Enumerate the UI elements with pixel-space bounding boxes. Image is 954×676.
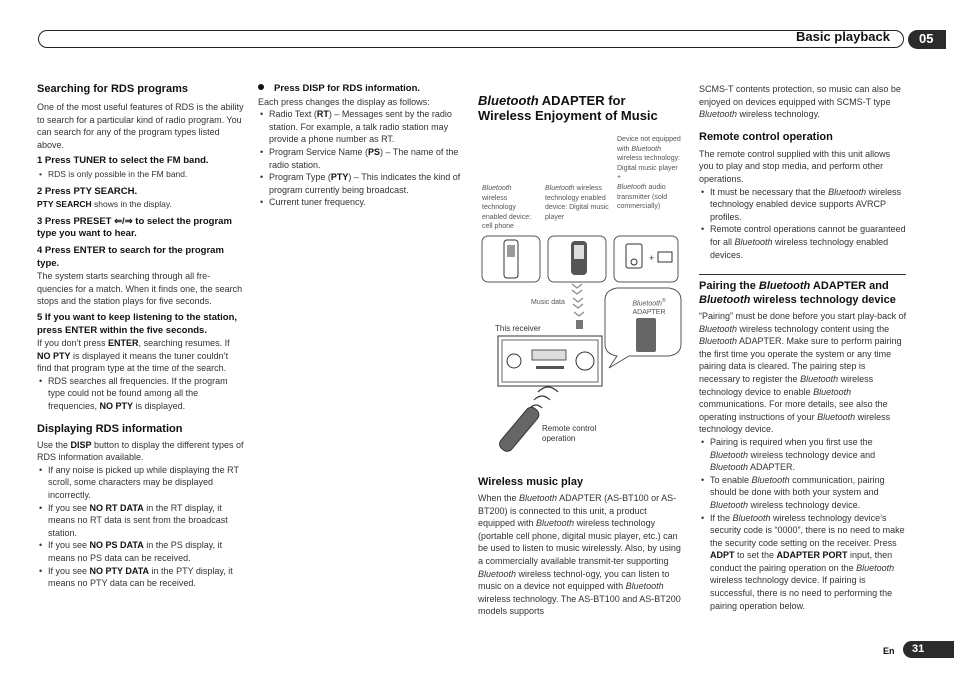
- bluetooth-adapter-icon: [636, 318, 656, 352]
- rds-intro: One of the most useful features of RDS is the ability to search for a particular kind of radio program. You can search for any of the program types listed above.: [37, 102, 244, 150]
- disp-note-3: • If you see NO PS DATA in the PS display, it means no PS data can be received.: [37, 539, 244, 564]
- chapter-number: 05: [908, 30, 946, 49]
- disp-item-ps: • Program Service Name (PS) – The name of the radio station.: [258, 146, 466, 171]
- language-label: En: [883, 646, 895, 656]
- column-remote-pairing: [699, 83, 907, 261]
- step-3: 3 Press PRESET ⇐/⇒ to select the program type you want to hear.: [37, 215, 232, 240]
- adapter-plug-icon: [576, 320, 583, 329]
- remote-note-2: • Remote control operations cannot be guaranteed for all Bluetooth wireless technology enabled devices.: [699, 223, 907, 261]
- disp-item-rt: • Radio Text (RT) – Messages sent by the radio station. For example, a talk radio station may provide a phone number as RT.: [258, 108, 466, 146]
- step-5-text: If you don’t press ENTER, searching resumes. If NO PTY is displayed it means the tuner couldn’t find that program type at the time of the search.: [37, 338, 230, 374]
- heading-searching-rds: Searching for RDS programs: [37, 83, 188, 95]
- wireless-music-text: When the Bluetooth ADAPTER (AS-BT100 or AS-BT200) is connected to this unit, a product equipped with Bluetooth wireless technology (portable cell phone, digital music player, etc.) can be used to listen to music wirelessly. Also, by using a commercially available transmit-ter supporting Bluetooth wireless technol-ogy, you can listen to music on a device not equipped with Bluetooth wireless technology. The AS-BT100 and AS-BT200 models supports: [478, 493, 681, 617]
- dev3-label: Device not equipped with Bluetooth wireless technology: Digital music player + Bluetooth audio transmitter (sold commercially): [617, 136, 681, 211]
- section-title: Basic playback: [796, 29, 890, 44]
- disp-intro: Use the DISP button to display the different types of RDS information available.: [37, 439, 244, 463]
- disp-item-freq: • Current tuner frequency.: [258, 196, 466, 209]
- disp-note-4: • If you see NO PTY DATA in the PTY display, it means no PTY data can be received.: [37, 565, 244, 590]
- step-4: 4 Press ENTER to search for the program type.: [37, 244, 224, 269]
- scms-text: SCMS-T contents protection, so music can also be enjoyed on devices equipped with SCMS-T type Bluetooth wireless technology.: [699, 84, 901, 120]
- adapter-label: Bluetooth® ADAPTER: [632, 298, 666, 317]
- disp-note-1: • If any noise is picked up while displaying the RT scroll, some characters may be displayed incorrectly.: [37, 464, 244, 502]
- dev1-label: Bluetooth wireless technology enabled device: cell phone: [482, 185, 532, 231]
- signal-icon: [572, 284, 584, 316]
- step-5-note: • RDS searches all frequencies. If the program type could not be found among all the frequencies, NO PTY is displayed.: [37, 375, 244, 413]
- step-bullet-icon: [258, 84, 264, 90]
- step-1-note: • RDS is only possible in the FM band.: [37, 168, 244, 181]
- header-bar: [38, 30, 904, 48]
- section-divider: [699, 274, 906, 275]
- disp-step-intro: Each press changes the display as follows:: [258, 96, 430, 107]
- wireless-music-section: [478, 476, 686, 618]
- heading-remote-control: Remote control operation: [699, 130, 833, 143]
- heading-displaying-rds: Displaying RDS information: [37, 422, 183, 435]
- step-2-note: PTY SEARCH shows in the display.: [37, 199, 172, 210]
- disp-step: [258, 83, 466, 96]
- heading-wireless-music: Wireless music play: [478, 476, 584, 488]
- heading-pairing: Pairing the Bluetooth ADAPTER and Bluetooth wireless technology device: [699, 280, 896, 306]
- disp-note-2: • If you see NO RT DATA in the RT display, it means no RT data is sent from the broadcast station.: [37, 502, 244, 540]
- av-receiver-icon: [498, 336, 602, 386]
- step-4-text: The system starts searching through all fre-quencies for a match. When it finds one, the search stops and the station plays for five seconds.: [37, 271, 243, 307]
- receiver-label: This receiver: [495, 324, 541, 333]
- plus-sign: +: [649, 253, 655, 263]
- bt-title: Bluetooth ADAPTER for Wireless Enjoyment of Music: [478, 93, 658, 123]
- step-5: 5 If you want to keep listening to the station, press ENTER within the five seconds.: [37, 311, 238, 336]
- dev2-label: Bluetooth wireless technology enabled device: Digital music player: [545, 185, 609, 221]
- pairing-text: “Pairing” must be done before you start play-back of Bluetooth wireless technology content using the Bluetooth ADAPTER. Make sure to perform pairing the first time you operate the system or any time pairing data is cleared. The pairing step is necessary to register the Bluetooth wireless technology device to enable Bluetooth communications. For more details, see also the operating instructions of your Bluetooth wireless technology device.: [699, 311, 907, 435]
- music-player-icon: [571, 241, 587, 275]
- step-1: 1 Press TUNER to select the FM band.: [37, 155, 209, 167]
- remote-signal-icon: [530, 387, 558, 408]
- transmitter-icon: [658, 252, 672, 262]
- page-number: 31: [903, 641, 954, 658]
- disp-item-pty: • Program Type (PTY) – This indicates the kind of program currently being broadcast.: [258, 171, 466, 196]
- ipod-icon: [626, 244, 642, 268]
- remote-text: The remote control supplied with this unit allows you to play and stop media, and perform other operations.: [699, 148, 891, 184]
- disp-step-title: Press DISP for RDS information.: [274, 83, 421, 94]
- pairing-section: [699, 279, 907, 612]
- step-2: 2 Press PTY SEARCH.: [37, 185, 138, 197]
- remote-label: Remote control operation: [542, 424, 597, 443]
- music-data-label: Music data: [531, 299, 565, 306]
- pairing-note-2: • To enable Bluetooth communication, pairing should be done with both your system and Bluetooth wireless technology device.: [699, 474, 907, 512]
- cell-phone-icon: [504, 240, 518, 278]
- pairing-note-1: • Pairing is required when you first use the Bluetooth wireless technology device and Bluetooth ADAPTER.: [699, 436, 907, 474]
- column-rds-search: [37, 83, 244, 590]
- column-disp: [258, 83, 466, 209]
- remote-control-icon: [497, 405, 541, 454]
- pairing-note-3: • If the Bluetooth wireless technology device’s security code is “0000”, there is no need to make the security code setting on the receiver. Press ADPT to set the ADAPTER PORT input, then conduct the pairing operation on the Bluetooth wireless technology device. If pairing is successful, there is no need to performing the pairing operation below.: [699, 512, 907, 613]
- remote-note-1: • It must be necessary that the Bluetooth wireless technology enabled device supports AVRCP profiles.: [699, 186, 907, 224]
